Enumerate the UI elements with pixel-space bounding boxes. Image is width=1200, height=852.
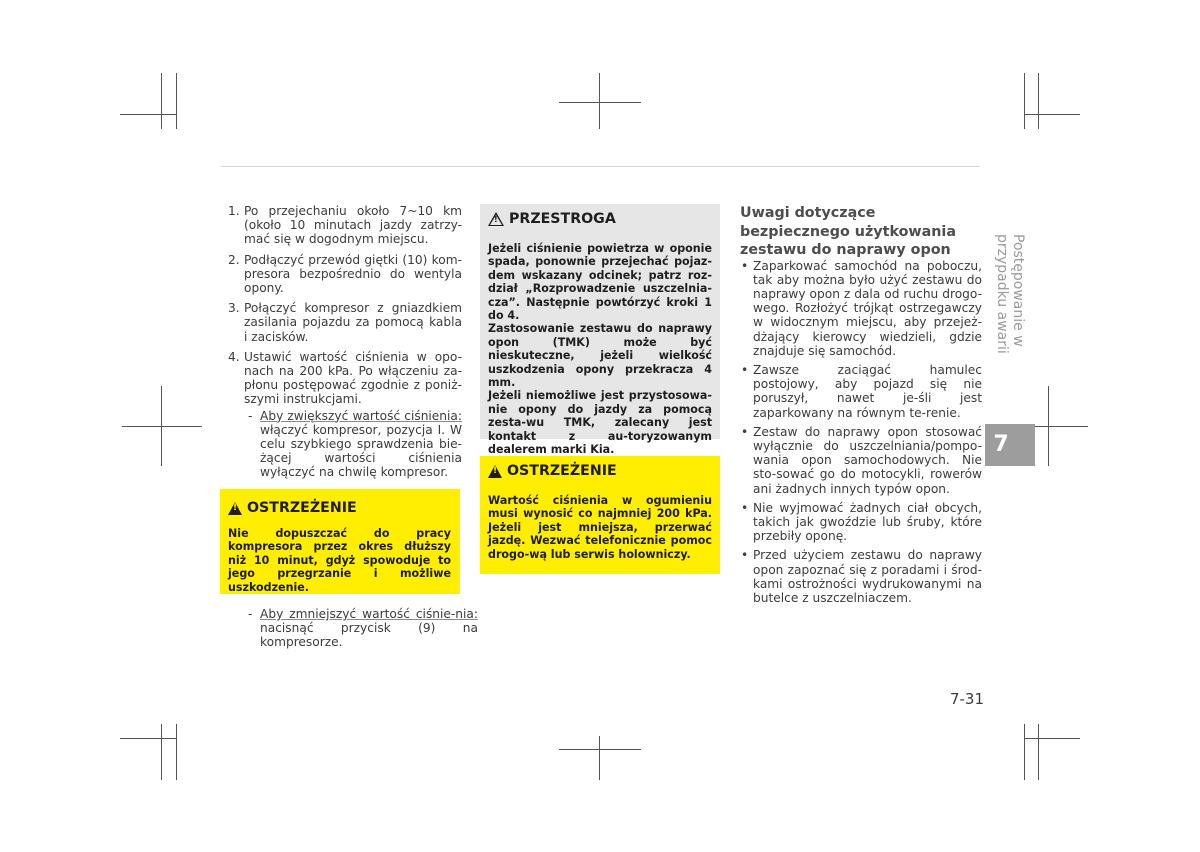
caution-title: ! PRZESTROGA bbox=[488, 210, 712, 228]
crop-mark bbox=[599, 736, 600, 780]
steps-list bbox=[228, 204, 462, 407]
list-item: • Nie wyjmować żadnych ciał obcych, takich jak gwoździe lub śruby, które przebiły oponę. bbox=[741, 500, 982, 544]
crop-mark bbox=[176, 73, 177, 129]
crop-mark bbox=[559, 102, 641, 103]
crop-mark bbox=[120, 738, 176, 739]
crop-mark bbox=[120, 114, 176, 115]
crop-mark bbox=[1024, 738, 1080, 739]
caution-box bbox=[480, 204, 720, 457]
left-column bbox=[228, 204, 478, 650]
crop-mark bbox=[1024, 114, 1080, 115]
chapter-side-title: Postępowanie w przypadku awarii bbox=[994, 234, 1026, 354]
warning-text: Nie dopuszczać do pracy kompresora przez okres dłuższy niż 10 minut, gdyż spowoduje to jego przegrzanie i możliwe uszkodzenie. bbox=[228, 527, 451, 594]
crop-mark bbox=[161, 724, 162, 780]
caution-text: Jeżeli ciśnienie powietrza w oponie spada, ponownie przejechać pojaz-dem wskazany odcinek; patrz roz-dział „Rozprowadzenie uszczelnia-cza”. Następnie powtórzyć kroki 1 do 4. Zastosowanie zestawu do naprawy opon (TMK) może być nieskuteczne, jeżeli wielkość uszkodzenia opony przekracza 4 mm. Jeżeli niemożliwe jest przystosowa-nie opony do jazdy za pomocą zesta-wu TMK, zalecany jest kontakt z au-toryzowanym dealerem marki Kia. bbox=[488, 242, 712, 457]
warning-box-pressure bbox=[480, 456, 720, 574]
crop-mark bbox=[1024, 73, 1025, 129]
substep-decrease: - Aby zmniejszyć wartość ciśnie-nia: nacisnąć przycisk (9) na kompresorze. bbox=[248, 607, 478, 650]
crop-mark bbox=[161, 73, 162, 129]
safety-notes-list bbox=[740, 259, 982, 606]
warning-text: Wartość ciśnienia w ogumieniu musi wynosić co najmniej 200 kPa. Jeżeli jest mniejsza, przerwać jazdę. Wezwać telefonicznie pomoc drogo-wą lub serwis holowniczy. bbox=[488, 494, 712, 561]
step-item: 3. Połączyć kompresor z gniazdkiem zasilania pojazdu za pomocą kabla i zacisków. bbox=[228, 301, 462, 344]
crop-mark bbox=[559, 749, 641, 750]
list-item: • Zawsze zaciągać hamulec postojowy, aby pojazd się nie poruszył, nawet je-śli jest zaparkowany na równym te-renie. bbox=[741, 362, 982, 420]
substep-increase: - Aby zwiększyć wartość ciśnienia: włączyć kompresor, pozycja I. W celu szybkiego sprawdzenia bie-żącej wartości ciśnienia wyłączyć na chwilę kompresor. bbox=[248, 408, 462, 480]
page-number: 7-31 bbox=[949, 690, 984, 708]
warning-title: ! OSTRZEŻENIE bbox=[488, 462, 712, 480]
step-item: 4. Ustawić wartość ciśnienia w opo-nach na 200 kPa. Po włączeniu za-płonu postępować zgodnie z poniż-szymi instrukcjami. bbox=[228, 349, 462, 407]
list-item: • Zaparkować samochód na poboczu, tak aby można było użyć zestawu do naprawy opon z dala od ruchu drogo-wego. Rozłożyć trójkąt ostrzegawczy w widocznym miejscu, aby przejeż-dżający kierowcy wiedzieli, gdzie znajduje się samochód. bbox=[741, 258, 982, 358]
warning-box-compressor bbox=[220, 489, 460, 594]
warning-title: ! OSTRZEŻENIE bbox=[228, 499, 451, 517]
crop-mark bbox=[1038, 73, 1039, 129]
crop-mark bbox=[599, 73, 600, 129]
step-item: 2. Podłączyć przewód giętki (10) kom-presora bezpośrednio do wentyla opony. bbox=[228, 252, 462, 296]
list-item: • Przed użyciem zestawu do naprawy opon zapoznać się z poradami i środ-kami ostrożności wydrukowanymi na butelce z uszczelniaczem. bbox=[741, 548, 982, 605]
step-item: 1. Po przejechaniu około 7~10 km (około 10 minutach jazdy zatrzy-mać się w dogodnym miejscu. bbox=[228, 204, 462, 247]
caution-triangle-icon bbox=[488, 212, 504, 226]
crop-mark bbox=[1024, 724, 1025, 780]
crop-mark bbox=[122, 426, 202, 427]
header-rule bbox=[221, 166, 980, 167]
right-column bbox=[740, 204, 982, 610]
crop-mark bbox=[1038, 724, 1039, 780]
list-item: • Zestaw do naprawy opon stosować wyłącznie do uszczelniania/pompo-wania opon samochodowych. Nie sto-sować go do motocykli, rowerów ani żadnych innych typów opon. bbox=[741, 424, 982, 496]
section-heading: Uwagi dotyczące bezpiecznego użytkowania zestawu do naprawy opon bbox=[740, 205, 956, 258]
crop-mark bbox=[176, 724, 177, 780]
warning-triangle-icon bbox=[488, 465, 502, 478]
chapter-tab: 7 bbox=[985, 424, 1035, 466]
warning-triangle-icon bbox=[228, 502, 242, 515]
